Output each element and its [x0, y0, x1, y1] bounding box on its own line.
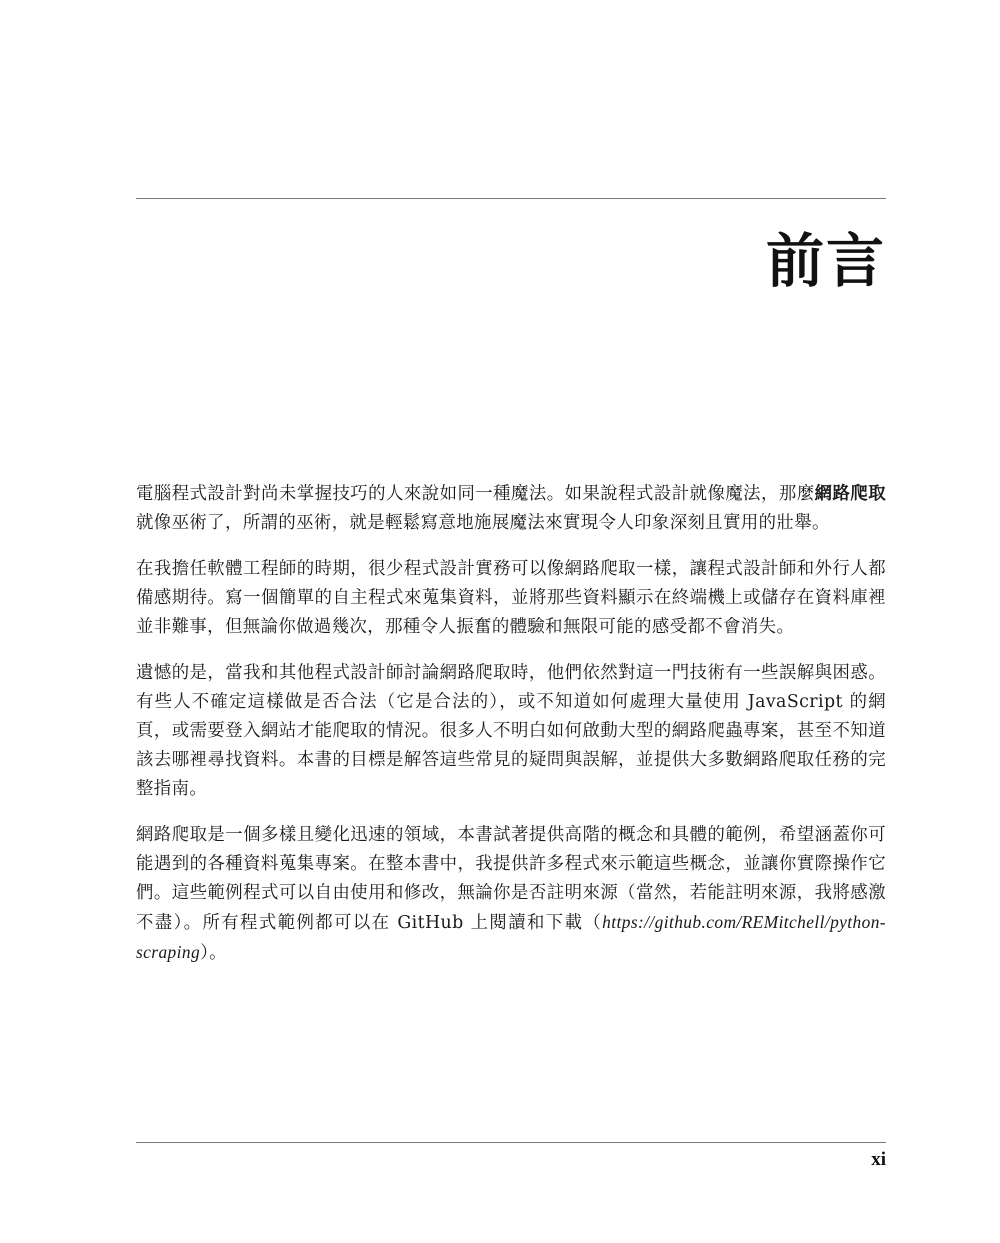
- page-number: xi: [871, 1149, 886, 1170]
- chapter-title: 前言: [765, 227, 886, 295]
- github-url[interactable]: https://github.com/REMitchell/python-scraping: [136, 912, 886, 962]
- paragraph-3: 遺憾的是，當我和其他程式設計師討論網路爬取時，他們依然對這一門技術有一些誤解與困惑。有些人不確定這樣做是否合法（它是合法的），或不知道如何處理大量使用 JavaScript 的網頁，或需要登入網站才能爬取的情況。很多人不明白如何啟動大型的網路爬蟲專案，甚至不知道該去哪裡尋找資料。本書的目標是解答這些常見的疑問與誤解，並提供大多數網路爬取任務的完整指南。: [136, 663, 886, 799]
- emphasized-term: 網路爬取: [814, 484, 886, 504]
- paragraph-4-text-after: ）。: [200, 943, 227, 963]
- paragraph-1-text-after: 就像巫術了，所謂的巫術，就是輕鬆寫意地施展魔法來實現令人印象深刻且實用的壯舉。: [136, 513, 830, 533]
- bottom-rule: [136, 1142, 886, 1143]
- paragraph-1-text-before: 電腦程式設計對尚未掌握技巧的人來說如同一種魔法。如果說程式設計就像魔法，那麼: [136, 484, 815, 504]
- paragraph-2: 在我擔任軟體工程師的時期，很少程式設計實務可以像網路爬取一樣，讓程式設計師和外行人都備感期待。寫一個簡單的自主程式來蒐集資料，並將那些資料顯示在終端機上或儲存在資料庫裡並非難事，但無論你做過幾次，那種令人振奮的體驗和無限可能的感受都不會消失。: [136, 559, 886, 637]
- paragraph-1: [136, 480, 886, 538]
- top-rule: [136, 198, 886, 199]
- body-text: [136, 480, 886, 985]
- paragraph-4-text-before: 網路爬取是一個多樣且變化迅速的領域，本書試著提供高階的概念和具體的範例，希望涵蓋你可能遇到的各種資料蒐集專案。在整本書中，我提供許多程式來示範這些概念，並讓你實際操作它們。這些範例程式可以自由使用和修改，無論你是否註明來源（當然，若能註明來源，我將感激不盡）。所有程式範例都可以在 GitHub 上閱讀和下載（: [136, 825, 886, 933]
- paragraph-4: [136, 821, 886, 968]
